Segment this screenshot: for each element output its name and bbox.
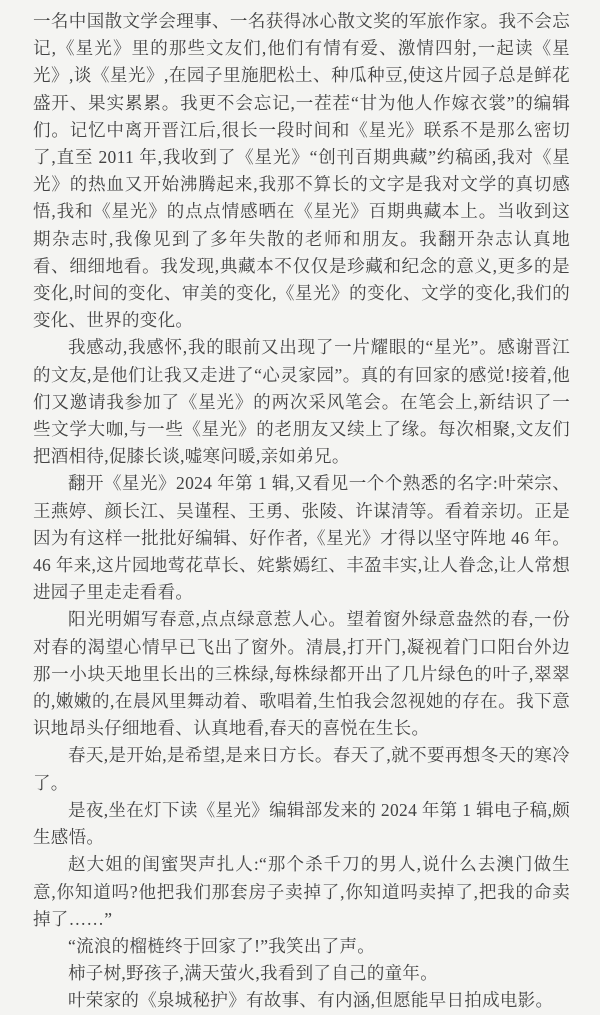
- paragraph: 阳光明媚写春意,点点绿意惹人心。望着窗外绿意盎然的春,一份对春的渴望心情早已飞出了窗外。清晨,打开门,凝视着门口阳台外边那一小块天地里长出的三株绿,每株绿都开出了几片绿色的叶子,翠翠的,嫩嫩的,在晨风里舞动着、歌唱着,生怕我会忽视她的存在。我下意识地昂头仔细地看、认真地看,春天的喜悦在生长。: [33, 609, 570, 739]
- paragraph: 是夜,坐在灯下读《星光》编辑部发来的 2024 年第 1 辑电子稿,颇生感悟。: [33, 799, 570, 848]
- paragraph: 春天,是开始,是希望,是来日方长。春天了,就不要再想冬天的寒冷了。: [33, 745, 570, 793]
- paragraph: “流浪的榴梿终于回家了!”我笑出了声。: [68, 935, 376, 956]
- paragraph: 赵大姐的闺蜜哭声扎人:“那个杀千刀的男人,说什么去澳门做生意,你知道吗?他把我们那套房子卖掉了,你知道吗卖掉了,把我的命卖掉了……”: [33, 854, 570, 929]
- paragraph: 一名中国散文学会理事、一名获得冰心散文奖的军旅作家。我不会忘记,《星光》里的那些文友们,他们有情有爱、激情四射,一起读《星光》,谈《星光》,在园子里施肥松土、种瓜种豆,使这片园子总是鲜花盛开、果实累累。我更不会忘记,一茬茬“甘为他人作嫁衣裳”的编辑们。记忆中离开晋江后,很长一段时间和《星光》联系不是那么密切了,直至 2011 年,我收到了《星光》“创刊百期典藏”约稿函,我对《星光》的热血又开始沸腾起来,我那不算长的文字是我对文学的真切感悟,我和《星光》的点点情感晒在《星光》百期典藏本上。当收到这期杂志时,我像见到了多年失散的老师和朋友。我翻开杂志认真地看、细细地看。我发现,典藏本不仅仅是珍藏和纪念的意义,更多的是变化,时间的变化、审美的变化,《星光》的变化、文学的变化,我们的变化、世界的变化。: [33, 11, 570, 331]
- paragraph: 叶荣家的《泉城秘护》有故事、有内涵,但愿能早日拍成电影。: [68, 990, 554, 1011]
- paragraph: 我感动,我感怀,我的眼前又出现了一片耀眼的“星光”。感谢晋江的文友,是他们让我又走进了“心灵家园”。真的有回家的感觉!接着,他们又邀请我参加了《星光》的两次采风笔会。在笔会上,新结识了一些文学大咖,与一些《星光》的老朋友又续上了缘。每次相聚,文友们把酒相待,促膝长谈,嘘寒问暖,亲如弟兄。: [33, 337, 570, 467]
- paragraph: 翻开《星光》2024 年第 1 辑,又看见一个个熟悉的名字:叶荣宗、王燕婷、颜长江、吴谨程、王勇、张陵、许谋清等。看着亲切。正是因为有这样一批批好编辑、好作者,《星光》才得以坚守阵地 46 年。46 年来,这片园地莺花草长、姹紫嫣红、丰盈丰实,让人眷念,让人常想进园子里走走看看。: [33, 473, 570, 603]
- paragraph: 柿子树,野孩子,满天萤火,我看到了自己的童年。: [68, 963, 439, 984]
